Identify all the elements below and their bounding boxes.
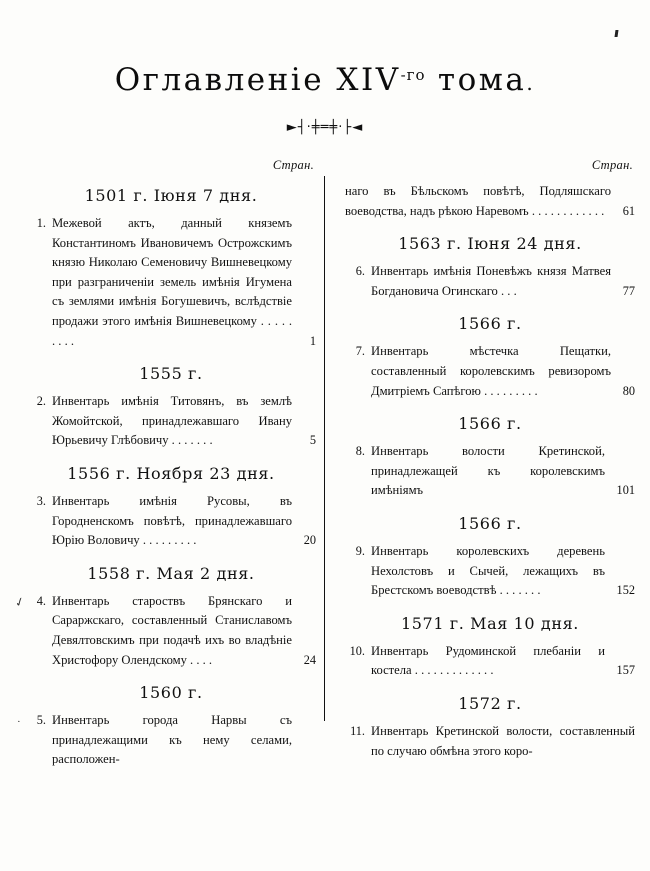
- toc-entry-text: Инвентарь имѣнія Поневѣжъ князя Матвея Богдановича Огинскаго . . .: [371, 264, 611, 298]
- toc-entry-number: 11.: [350, 723, 365, 738]
- section-heading: 1558 г. Мая 2 дня.: [87, 563, 255, 583]
- corner-ink-mark: [615, 30, 619, 37]
- toc-entry-continuation[interactable]: [345, 182, 635, 221]
- page-title-tail: тома: [425, 62, 527, 98]
- toc-entry-page: 1: [309, 333, 316, 348]
- toc-entry-page: 20: [303, 533, 316, 548]
- ornament-divider: ►┤·╪═╪·├◄: [286, 120, 364, 135]
- pencil-checkmark-icon: ✓: [12, 593, 27, 611]
- section-heading: 1556 г. Ноября 23 дня.: [67, 463, 275, 483]
- section-heading: 1566 г.: [458, 513, 522, 533]
- toc-entry-number: 4.: [36, 593, 46, 608]
- section-heading: 1501 г. Іюня 7 дня.: [84, 186, 258, 205]
- toc-entry-text: Инвентарь волости Кретинской, принадлежащей къ королевскимъ имѣніямъ: [371, 444, 605, 498]
- toc-entry-page: 61: [622, 203, 635, 218]
- section-heading: 1571 г. Мая 10 дня.: [400, 613, 579, 633]
- toc-entry-page: 80: [622, 383, 635, 398]
- toc-entry[interactable]: [12, 592, 316, 670]
- right-column: [345, 158, 635, 769]
- toc-entry-number: 6.: [355, 264, 365, 279]
- toc-entry-number: 2.: [36, 394, 46, 409]
- toc-entry-text: Инвентарь имѣнія Русовы, въ Городненскомъ повѣтѣ, принадлежавшаго Юрію Воловичу . . . . . . . . .: [52, 493, 292, 548]
- toc-entry-text: Межевой актъ, данный княземъ Константиномъ Ивановичемъ Острожскимъ князю Николаю Семеновичу Вишневецкому при разграниченіи земель имѣнія Игумена съ землями имѣнія Богушевичъ, вслѣдствіе продажи этого имѣнія Вишневецкому . . . . . . . . .: [52, 216, 292, 348]
- toc-entry-text: Инвентарь Кретинской волости, составленный по случаю обмѣна этого коро-: [371, 723, 635, 758]
- left-column: [12, 158, 316, 778]
- toc-entry-text: Инвентарь королевскихъ деревень Нехолстовъ и Сычей, лежащихъ въ Брестскомъ воеводствѣ . . . . . . .: [371, 543, 605, 598]
- toc-entry[interactable]: [26, 392, 316, 451]
- toc-entry-text: наго въ Бѣльскомъ повѣтѣ, Подляшскаго воеводства, надъ рѣкою Наревомъ . . . . . . . . . . . .: [345, 184, 611, 218]
- section-heading: 1555 г.: [139, 364, 203, 384]
- pencil-dash-icon: ·: [17, 716, 21, 729]
- toc-entry-page: 152: [616, 583, 635, 598]
- toc-entry-text: Инвентарь города Нарвы съ принадлежащими къ нему селами, расположен-: [52, 713, 292, 767]
- toc-entry-page: 77: [622, 283, 635, 298]
- toc-entry[interactable]: [345, 722, 635, 761]
- right-column-page-header: Стран.: [591, 158, 633, 172]
- toc-entry-number: 10.: [349, 643, 365, 658]
- toc-entry-page: 157: [616, 663, 635, 678]
- toc-entry-text: Инвентарь имѣнія Титовянъ, въ землѣ Жомойтской, принадлежавшаго Ивану Юрьевичу Глѣбовичу . . . . . . .: [52, 394, 292, 448]
- toc-entry-number: 5.: [36, 713, 46, 728]
- section-heading: 1566 г.: [458, 314, 522, 334]
- section-heading: 1563 г. Іюня 24 дня.: [398, 234, 582, 254]
- page-title-end-dot: .: [526, 71, 536, 95]
- toc-entry-number: 7.: [355, 344, 365, 359]
- section-heading: 1560 г.: [139, 683, 203, 703]
- toc-entry-page: 101: [616, 483, 635, 498]
- column-divider-rule: [324, 176, 325, 721]
- toc-entry-text: Инвентарь Рудоминской плебаніи и костела . . . . . . . . . . . . .: [371, 643, 605, 678]
- toc-entry-page: 24: [303, 652, 316, 667]
- toc-entry-number: 3.: [36, 493, 46, 508]
- toc-entry-page: 5: [309, 433, 316, 448]
- toc-entry[interactable]: [345, 442, 635, 501]
- left-column-page-header: Стран.: [272, 158, 314, 172]
- toc-entry[interactable]: [345, 542, 635, 601]
- toc-entry-number: 1.: [36, 216, 46, 230]
- section-heading: 1572 г.: [458, 693, 522, 713]
- page-title: [0, 62, 650, 98]
- toc-entry[interactable]: [17, 711, 316, 770]
- page-title-superscript: -го: [400, 66, 426, 84]
- page-title-main: Оглавленіе XIV: [114, 62, 401, 98]
- toc-entry-number: 9.: [355, 543, 365, 558]
- section-heading: 1566 г.: [458, 414, 522, 434]
- toc-entry-number: 8.: [355, 444, 365, 459]
- toc-entry-text: Инвентарь староствъ Брянскаго и Сараржскаго, составленный Станиславомъ Девялтовскимъ при подачѣ ихъ во владѣніе Христофору Олендскому . . . .: [52, 593, 292, 667]
- toc-entry[interactable]: [345, 342, 635, 401]
- toc-entry[interactable]: [345, 262, 635, 301]
- toc-entry-text: Инвентарь мѣстечка Пещатки, составленный королевскимъ ревизоромъ Дмитріемъ Сапѣгою . . . . . . . . .: [371, 344, 611, 398]
- toc-entry[interactable]: [345, 642, 635, 681]
- toc-entry[interactable]: [26, 492, 316, 551]
- toc-entry[interactable]: [26, 214, 316, 351]
